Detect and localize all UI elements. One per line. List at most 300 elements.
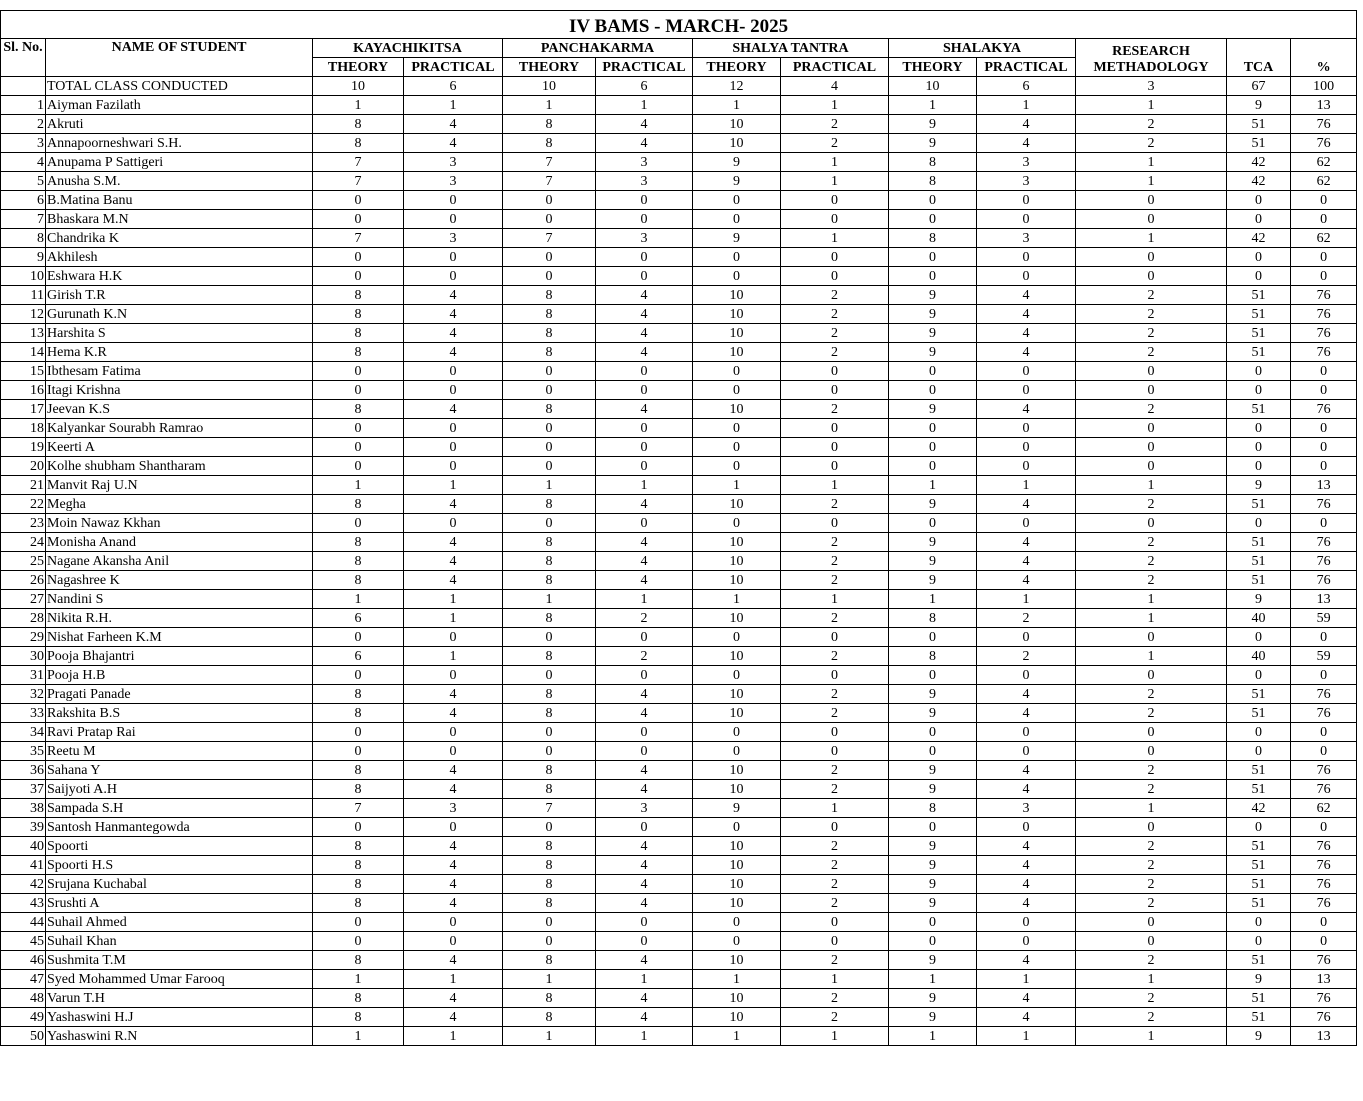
attendance-cell: 1 [503, 1027, 596, 1046]
student-name-cell: Hema K.R [46, 343, 313, 362]
attendance-cell: 1 [781, 799, 889, 818]
attendance-cell: 1 [313, 96, 404, 115]
attendance-cell: 8 [503, 552, 596, 571]
attendance-cell: 0 [596, 419, 693, 438]
attendance-cell: 8 [313, 856, 404, 875]
attendance-cell: 0 [1076, 419, 1227, 438]
attendance-cell: 9 [1227, 970, 1291, 989]
attendance-cell: 0 [1076, 248, 1227, 267]
sl-no-cell: 28 [1, 609, 46, 628]
attendance-cell: 8 [313, 761, 404, 780]
attendance-cell: 0 [889, 514, 977, 533]
sl-no-cell: 17 [1, 400, 46, 419]
attendance-cell: 9 [889, 704, 977, 723]
attendance-cell: 2 [781, 1008, 889, 1027]
attendance-cell: 10 [693, 761, 781, 780]
attendance-cell: 4 [977, 533, 1076, 552]
attendance-cell: 0 [404, 191, 503, 210]
attendance-cell: 1 [781, 1027, 889, 1046]
attendance-cell: 0 [596, 457, 693, 476]
sl-no-cell: 30 [1, 647, 46, 666]
table-row [1, 381, 1357, 400]
attendance-cell: 51 [1227, 704, 1291, 723]
attendance-cell: 0 [1076, 723, 1227, 742]
table-row [1, 248, 1357, 267]
table-row [1, 913, 1357, 932]
attendance-cell: 2 [781, 343, 889, 362]
attendance-cell: 2 [1076, 343, 1227, 362]
attendance-cell: 4 [977, 989, 1076, 1008]
attendance-cell: 4 [977, 134, 1076, 153]
attendance-cell: 1 [889, 970, 977, 989]
student-name-cell: Sampada S.H [46, 799, 313, 818]
attendance-cell: 0 [404, 248, 503, 267]
attendance-cell: 13 [1291, 590, 1357, 609]
attendance-cell: 4 [404, 704, 503, 723]
attendance-cell: 1 [693, 476, 781, 495]
attendance-cell: 0 [693, 666, 781, 685]
table-row [1, 932, 1357, 951]
student-name-header: NAME OF STUDENT [46, 39, 313, 77]
sl-no-cell: 27 [1, 590, 46, 609]
attendance-cell: 51 [1227, 780, 1291, 799]
attendance-cell: 4 [596, 1008, 693, 1027]
total-cell: 4 [781, 77, 889, 96]
attendance-cell: 0 [693, 742, 781, 761]
sl-no-cell: 25 [1, 552, 46, 571]
attendance-cell: 0 [404, 267, 503, 286]
attendance-cell: 2 [1076, 552, 1227, 571]
attendance-cell: 7 [503, 229, 596, 248]
attendance-cell: 8 [503, 400, 596, 419]
attendance-cell: 0 [1076, 191, 1227, 210]
student-name-cell: Akhilesh [46, 248, 313, 267]
attendance-cell: 51 [1227, 761, 1291, 780]
table-row [1, 780, 1357, 799]
attendance-cell: 0 [1291, 913, 1357, 932]
attendance-cell: 10 [693, 609, 781, 628]
table-row [1, 172, 1357, 191]
attendance-cell: 1 [889, 96, 977, 115]
student-name-cell: Nikita R.H. [46, 609, 313, 628]
attendance-cell: 10 [693, 951, 781, 970]
sl-no-cell: 50 [1, 1027, 46, 1046]
attendance-cell: 0 [889, 248, 977, 267]
attendance-cell: 8 [503, 894, 596, 913]
attendance-cell: 8 [313, 286, 404, 305]
attendance-cell: 9 [889, 343, 977, 362]
sl-no-header: Sl. No. [1, 39, 46, 77]
attendance-cell: 0 [503, 267, 596, 286]
sl-no-cell: 3 [1, 134, 46, 153]
attendance-cell: 0 [1227, 191, 1291, 210]
sl-no-cell: 16 [1, 381, 46, 400]
attendance-cell: 0 [781, 818, 889, 837]
attendance-cell: 0 [1076, 932, 1227, 951]
student-name-cell: Ravi Pratap Rai [46, 723, 313, 742]
student-name-cell: Saijyoti A.H [46, 780, 313, 799]
attendance-cell: 0 [977, 362, 1076, 381]
sl-no-cell: 6 [1, 191, 46, 210]
attendance-cell: 0 [1291, 818, 1357, 837]
attendance-cell: 59 [1291, 609, 1357, 628]
total-cell: 3 [1076, 77, 1227, 96]
attendance-cell: 0 [596, 362, 693, 381]
attendance-cell: 2 [781, 324, 889, 343]
attendance-cell: 0 [1076, 457, 1227, 476]
attendance-cell: 42 [1227, 799, 1291, 818]
table-row [1, 647, 1357, 666]
attendance-cell: 2 [1076, 134, 1227, 153]
attendance-cell: 76 [1291, 856, 1357, 875]
attendance-cell: 76 [1291, 761, 1357, 780]
attendance-cell: 8 [313, 989, 404, 1008]
attendance-cell: 2 [1076, 704, 1227, 723]
attendance-cell: 9 [693, 172, 781, 191]
attendance-cell: 0 [313, 210, 404, 229]
attendance-cell: 4 [596, 571, 693, 590]
attendance-cell: 0 [313, 362, 404, 381]
attendance-cell: 51 [1227, 134, 1291, 153]
attendance-cell: 0 [503, 191, 596, 210]
attendance-cell: 2 [596, 609, 693, 628]
table-row [1, 761, 1357, 780]
attendance-cell: 0 [503, 457, 596, 476]
sl-no-cell: 8 [1, 229, 46, 248]
attendance-cell: 8 [503, 704, 596, 723]
student-name-cell: Kolhe shubham Shantharam [46, 457, 313, 476]
table-row [1, 590, 1357, 609]
student-name-cell: Pragati Panade [46, 685, 313, 704]
total-cell: 6 [977, 77, 1076, 96]
attendance-cell: 51 [1227, 856, 1291, 875]
attendance-cell: 9 [889, 134, 977, 153]
attendance-cell: 8 [503, 856, 596, 875]
attendance-cell: 0 [1227, 723, 1291, 742]
attendance-cell: 0 [1227, 438, 1291, 457]
attendance-cell: 0 [693, 913, 781, 932]
attendance-cell: 76 [1291, 552, 1357, 571]
attendance-cell: 9 [889, 571, 977, 590]
attendance-cell: 2 [977, 609, 1076, 628]
attendance-cell: 7 [313, 153, 404, 172]
attendance-cell: 1 [977, 970, 1076, 989]
attendance-cell: 51 [1227, 685, 1291, 704]
attendance-cell: 4 [404, 856, 503, 875]
attendance-cell: 2 [781, 571, 889, 590]
attendance-cell: 8 [503, 761, 596, 780]
sl-no-cell: 20 [1, 457, 46, 476]
attendance-cell: 0 [977, 628, 1076, 647]
attendance-cell: 4 [404, 989, 503, 1008]
attendance-cell: 1 [313, 590, 404, 609]
attendance-cell: 51 [1227, 894, 1291, 913]
attendance-cell: 2 [781, 780, 889, 799]
attendance-cell: 4 [596, 989, 693, 1008]
table-row [1, 438, 1357, 457]
attendance-cell: 1 [1076, 476, 1227, 495]
total-cell: 6 [596, 77, 693, 96]
attendance-cell: 62 [1291, 153, 1357, 172]
attendance-cell: 1 [404, 970, 503, 989]
attendance-cell: 51 [1227, 837, 1291, 856]
sl-no-cell: 15 [1, 362, 46, 381]
attendance-cell: 1 [596, 96, 693, 115]
attendance-cell: 0 [693, 514, 781, 533]
sl-no-cell: 12 [1, 305, 46, 324]
attendance-cell: 10 [693, 400, 781, 419]
attendance-cell: 8 [313, 951, 404, 970]
attendance-cell: 76 [1291, 324, 1357, 343]
attendance-cell: 0 [503, 210, 596, 229]
sl-no-cell: 10 [1, 267, 46, 286]
attendance-cell: 76 [1291, 533, 1357, 552]
attendance-cell: 0 [977, 913, 1076, 932]
attendance-cell: 0 [781, 248, 889, 267]
sl-no-cell: 23 [1, 514, 46, 533]
attendance-cell: 2 [1076, 875, 1227, 894]
total-classes-row [1, 77, 1357, 96]
title-row [1, 11, 1357, 39]
attendance-cell: 76 [1291, 400, 1357, 419]
attendance-cell: 0 [889, 932, 977, 951]
attendance-cell: 0 [313, 913, 404, 932]
attendance-cell: 2 [781, 685, 889, 704]
attendance-cell: 4 [977, 324, 1076, 343]
attendance-cell: 1 [404, 1027, 503, 1046]
student-name-cell: Sahana Y [46, 761, 313, 780]
attendance-cell: 9 [889, 685, 977, 704]
attendance-cell: 4 [977, 894, 1076, 913]
attendance-cell: 76 [1291, 704, 1357, 723]
attendance-cell: 9 [889, 495, 977, 514]
attendance-cell: 0 [1076, 210, 1227, 229]
attendance-cell: 4 [596, 324, 693, 343]
table-row [1, 799, 1357, 818]
attendance-cell: 0 [693, 210, 781, 229]
student-name-cell: Ibthesam Fatima [46, 362, 313, 381]
sl-no-cell: 49 [1, 1008, 46, 1027]
total-sl-cell [1, 77, 46, 96]
attendance-cell: 8 [313, 1008, 404, 1027]
table-row [1, 818, 1357, 837]
attendance-cell: 4 [977, 761, 1076, 780]
student-name-cell: Kalyankar Sourabh Ramrao [46, 419, 313, 438]
attendance-cell: 0 [1076, 666, 1227, 685]
student-name-cell: Santosh Hanmantegowda [46, 818, 313, 837]
attendance-cell: 8 [503, 305, 596, 324]
attendance-cell: 0 [781, 419, 889, 438]
attendance-cell: 2 [596, 647, 693, 666]
attendance-cell: 0 [596, 248, 693, 267]
attendance-cell: 9 [889, 115, 977, 134]
table-row [1, 989, 1357, 1008]
attendance-cell: 1 [1076, 609, 1227, 628]
attendance-cell: 4 [596, 704, 693, 723]
attendance-cell: 0 [977, 457, 1076, 476]
table-row [1, 628, 1357, 647]
student-name-cell: Girish T.R [46, 286, 313, 305]
attendance-cell: 13 [1291, 476, 1357, 495]
attendance-cell: 1 [313, 1027, 404, 1046]
attendance-cell: 2 [781, 989, 889, 1008]
student-name-cell: Suhail Ahmed [46, 913, 313, 932]
attendance-cell: 0 [889, 742, 977, 761]
attendance-cell: 10 [693, 115, 781, 134]
attendance-cell: 0 [889, 210, 977, 229]
table-row [1, 191, 1357, 210]
sl-no-cell: 1 [1, 96, 46, 115]
attendance-cell: 8 [313, 324, 404, 343]
attendance-cell: 9 [1227, 476, 1291, 495]
attendance-cell: 4 [404, 324, 503, 343]
attendance-cell: 2 [1076, 324, 1227, 343]
attendance-cell: 4 [596, 951, 693, 970]
attendance-table [0, 10, 1357, 1046]
attendance-cell: 4 [596, 115, 693, 134]
attendance-cell: 1 [404, 609, 503, 628]
theory-header: THEORY [503, 58, 596, 77]
attendance-cell: 4 [596, 552, 693, 571]
sl-no-cell: 13 [1, 324, 46, 343]
attendance-cell: 0 [1227, 381, 1291, 400]
attendance-cell: 0 [404, 913, 503, 932]
attendance-cell: 0 [503, 628, 596, 647]
attendance-cell: 9 [889, 400, 977, 419]
attendance-cell: 0 [596, 932, 693, 951]
total-cell: 10 [889, 77, 977, 96]
table-row [1, 400, 1357, 419]
attendance-cell: 8 [503, 343, 596, 362]
attendance-cell: 0 [1227, 362, 1291, 381]
attendance-cell: 0 [313, 419, 404, 438]
attendance-cell: 1 [781, 229, 889, 248]
table-row [1, 286, 1357, 305]
attendance-cell: 4 [596, 856, 693, 875]
attendance-cell: 2 [781, 704, 889, 723]
attendance-cell: 8 [503, 837, 596, 856]
attendance-cell: 8 [313, 343, 404, 362]
sl-no-cell: 32 [1, 685, 46, 704]
attendance-cell: 0 [977, 438, 1076, 457]
attendance-cell: 9 [693, 153, 781, 172]
table-row [1, 495, 1357, 514]
attendance-cell: 4 [596, 305, 693, 324]
attendance-cell: 10 [693, 571, 781, 590]
student-name-cell: Nishat Farheen K.M [46, 628, 313, 647]
attendance-cell: 4 [404, 343, 503, 362]
attendance-cell: 2 [1076, 761, 1227, 780]
attendance-cell: 0 [404, 818, 503, 837]
attendance-cell: 76 [1291, 571, 1357, 590]
attendance-cell: 76 [1291, 951, 1357, 970]
attendance-cell: 0 [781, 438, 889, 457]
student-name-cell: Megha [46, 495, 313, 514]
attendance-cell: 1 [693, 590, 781, 609]
table-row [1, 96, 1357, 115]
attendance-cell: 0 [977, 723, 1076, 742]
sl-no-cell: 43 [1, 894, 46, 913]
attendance-cell: 10 [693, 552, 781, 571]
attendance-cell: 4 [404, 875, 503, 894]
attendance-cell: 0 [313, 267, 404, 286]
student-name-cell: Pooja H.B [46, 666, 313, 685]
attendance-cell: 4 [977, 704, 1076, 723]
attendance-cell: 8 [503, 115, 596, 134]
attendance-cell: 0 [596, 818, 693, 837]
attendance-cell: 8 [313, 134, 404, 153]
attendance-cell: 51 [1227, 1008, 1291, 1027]
attendance-cell: 4 [596, 761, 693, 780]
sl-no-cell: 7 [1, 210, 46, 229]
attendance-cell: 0 [1227, 419, 1291, 438]
attendance-cell: 8 [889, 609, 977, 628]
student-name-cell: Srushti A [46, 894, 313, 913]
research-header-line2: METHADOLOGY [1093, 60, 1209, 75]
attendance-cell: 4 [404, 685, 503, 704]
attendance-cell: 0 [404, 438, 503, 457]
attendance-cell: 8 [313, 115, 404, 134]
attendance-cell: 4 [977, 400, 1076, 419]
table-row [1, 229, 1357, 248]
attendance-cell: 0 [1291, 381, 1357, 400]
attendance-cell: 0 [693, 628, 781, 647]
attendance-cell: 4 [977, 780, 1076, 799]
attendance-cell: 1 [977, 590, 1076, 609]
attendance-cell: 2 [1076, 1008, 1227, 1027]
attendance-cell: 9 [889, 324, 977, 343]
attendance-cell: 4 [404, 894, 503, 913]
attendance-cell: 3 [596, 153, 693, 172]
attendance-cell: 1 [313, 970, 404, 989]
subject-header-panchakarma: PANCHAKARMA [503, 39, 693, 58]
attendance-cell: 1 [503, 96, 596, 115]
table-row [1, 210, 1357, 229]
student-name-cell: Spoorti [46, 837, 313, 856]
attendance-cell: 0 [1291, 210, 1357, 229]
attendance-cell: 40 [1227, 647, 1291, 666]
attendance-cell: 1 [1076, 799, 1227, 818]
attendance-cell: 0 [313, 248, 404, 267]
attendance-cell: 13 [1291, 1027, 1357, 1046]
table-row [1, 134, 1357, 153]
attendance-cell: 4 [977, 552, 1076, 571]
attendance-cell: 10 [693, 837, 781, 856]
table-row [1, 1027, 1357, 1046]
attendance-cell: 0 [1291, 191, 1357, 210]
attendance-cell: 51 [1227, 951, 1291, 970]
table-row [1, 267, 1357, 286]
attendance-cell: 0 [1227, 666, 1291, 685]
table-row [1, 685, 1357, 704]
sl-no-cell: 19 [1, 438, 46, 457]
sl-no-cell: 46 [1, 951, 46, 970]
attendance-cell: 2 [1076, 305, 1227, 324]
attendance-cell: 0 [596, 723, 693, 742]
table-row [1, 533, 1357, 552]
table-row [1, 704, 1357, 723]
attendance-cell: 0 [596, 514, 693, 533]
student-name-cell: Gurunath K.N [46, 305, 313, 324]
attendance-cell: 0 [693, 419, 781, 438]
attendance-cell: 0 [404, 742, 503, 761]
attendance-cell: 8 [503, 324, 596, 343]
attendance-cell: 0 [404, 457, 503, 476]
attendance-cell: 0 [889, 438, 977, 457]
attendance-cell: 2 [781, 951, 889, 970]
attendance-cell: 4 [404, 286, 503, 305]
attendance-cell: 51 [1227, 115, 1291, 134]
